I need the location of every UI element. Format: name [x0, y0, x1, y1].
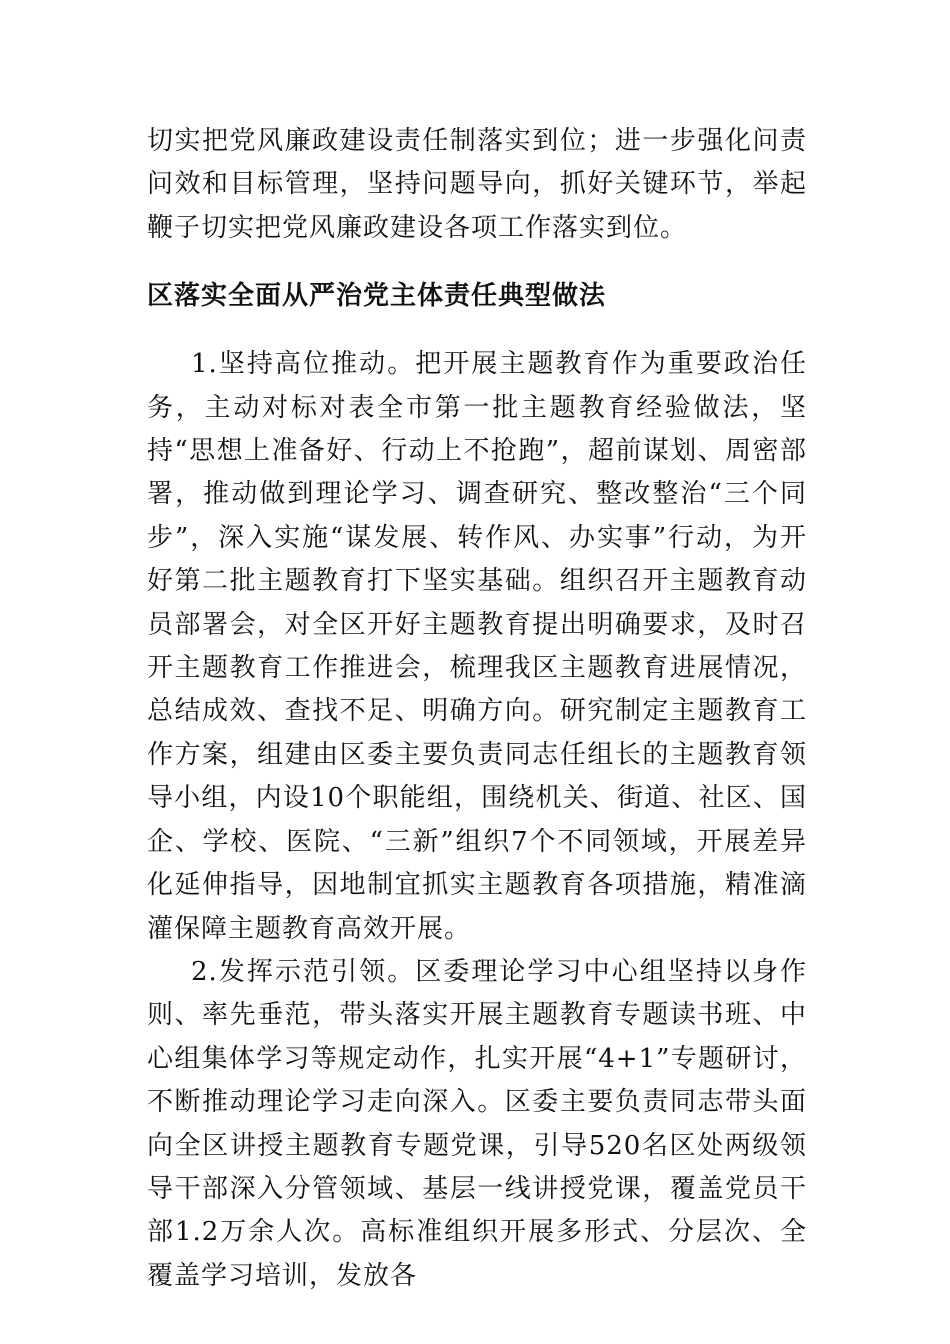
paragraph-2: 2.发挥示范引领。区委理论学习中心组坚持以身作则、率先垂范，带头落实开展主题教育专题读书班、中心组集体学习等规定动作，扎实开展“4+1”专题研讨，不断推动理论学习走向深入。区委主要负责同志带头面向全区讲授主题教育专题党课，引导520名区处两级领导干部深入分管领域、基层一线讲授党课，覆盖党员干部1.2万余人次。高标准组织开展多形式、分层次、全覆盖学习培训，发放各 [147, 956, 807, 1291]
document-body [147, 120, 807, 1298]
paragraph-1: 1.坚持高位推动。把开展主题教育作为重要政治任务，主动对标对表全市第一批主题教育经验做法，坚持“思想上准备好、行动上不抢跑”，超前谋划、周密部署，推动做到理论学习、调查研究、整改整治“三个同步”，深入实施“谋发展、转作风、办实事”行动，为开好第二批主题教育打下坚实基础。组织召开主题教育动员部署会，对全区开好主题教育提出明确要求，及时召开主题教育工作推进会，梳理我区主题教育进展情况，总结成效、查找不足、明确方向。研究制定主题教育工作方案，组建由区委主要负责同志任组长的主题教育领导小组，内设10个职能组，围绕机关、街道、社区、国企、学校、医院、“三新”组织7个不同领域，开展差异化延伸指导，因地制宜抓实主题教育各项措施，精准滴灌保障主题教育高效开展。 [147, 349, 807, 944]
section-heading: 区落实全面从严治党主体责任典型做法 [147, 281, 607, 312]
intro-paragraph: 切实把党风廉政建设责任制落实到位；进一步强化问责问效和目标管理，坚持问题导向，抓好关键环节，举起鞭子切实把党风廉政建设各项工作落实到位。 [147, 126, 807, 243]
